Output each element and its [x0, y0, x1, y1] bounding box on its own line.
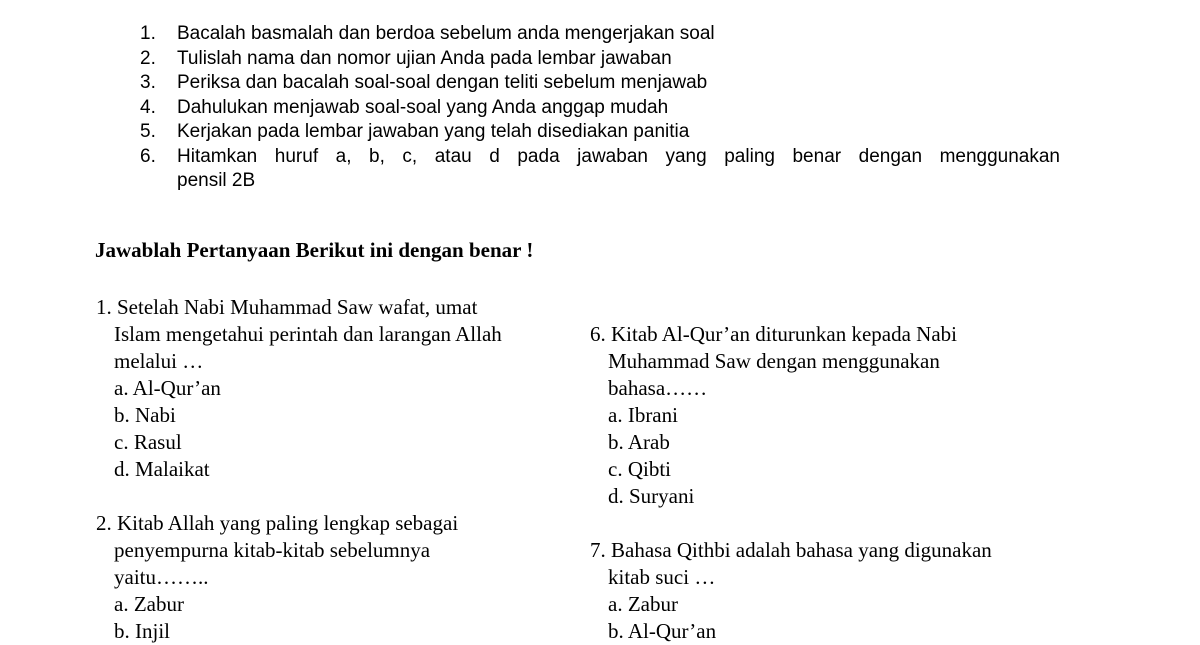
question-text: 1. Setelah Nabi Muhammad Saw wafat, umat: [96, 295, 478, 319]
right-column: [590, 321, 1090, 645]
question-1: [96, 294, 566, 483]
instruction-item: [140, 120, 1060, 145]
question-6: [590, 321, 1090, 510]
spacer: [590, 510, 1090, 537]
section-heading: Jawablah Pertanyaan Berikut ini dengan benar !: [95, 238, 534, 262]
answer-option: b. Al-Qur’an: [608, 619, 717, 643]
instruction-number: 4.: [140, 96, 156, 118]
instruction-item: [140, 22, 1060, 47]
question-text: 7. Bahasa Qithbi adalah bahasa yang digunakan: [590, 538, 992, 562]
answer-option: a. Zabur: [114, 592, 184, 616]
instruction-text-wrap: [177, 145, 1060, 194]
question-text: 2. Kitab Allah yang paling lengkap sebagai: [96, 511, 459, 535]
question-text: yaitu……..: [114, 565, 209, 589]
question-text: kitab suci …: [608, 565, 716, 589]
question-text: bahasa……: [608, 376, 708, 400]
answer-option: b. Injil: [114, 619, 170, 643]
answer-option: d. Suryani: [608, 484, 695, 508]
question-2: [96, 510, 566, 645]
answer-option: b. Arab: [608, 430, 670, 454]
answer-option: a. Al-Qur’an: [114, 376, 221, 400]
instruction-item: [140, 47, 1060, 72]
question-7: [590, 537, 1090, 645]
spacer: [96, 483, 566, 510]
answer-option: c. Qibti: [608, 457, 671, 481]
instruction-text-cont: pensil 2B: [177, 170, 256, 191]
answer-option: b. Nabi: [114, 403, 176, 427]
answer-option: a. Ibrani: [608, 403, 678, 427]
instruction-number: 6.: [140, 145, 156, 167]
instruction-item: [140, 96, 1060, 121]
question-text: 6. Kitab Al-Qur’an diturunkan kepada Nabi: [590, 322, 958, 346]
instruction-number: 1.: [140, 23, 156, 44]
answer-option: d. Malaikat: [114, 457, 210, 481]
instructions-list: [140, 22, 1060, 194]
instruction-number: 5.: [140, 121, 156, 142]
instruction-text: Hitamkan huruf a, b, c, atau d pada jawaban yang paling benar dengan menggunakan: [177, 145, 1060, 167]
instruction-text: Kerjakan pada lembar jawaban yang telah disediakan panitia: [177, 121, 690, 142]
instruction-text: Tulislah nama dan nomor ujian Anda pada lembar jawaban: [177, 47, 672, 69]
instruction-text: Dahulukan menjawab soal-soal yang Anda anggap mudah: [177, 96, 669, 118]
question-text: melalui …: [114, 349, 204, 373]
instruction-text: Bacalah basmalah dan berdoa sebelum anda mengerjakan soal: [177, 23, 715, 44]
question-text: Muhammad Saw dengan menggunakan: [608, 349, 940, 373]
question-text: Islam mengetahui perintah dan larangan Allah: [114, 322, 502, 346]
question-text: penyempurna kitab-kitab sebelumnya: [114, 538, 431, 562]
instruction-text: Periksa dan bacalah soal-soal dengan teliti sebelum menjawab: [177, 72, 708, 93]
instruction-item: [140, 145, 1060, 194]
left-column: [96, 294, 566, 645]
answer-option: c. Rasul: [114, 430, 182, 454]
instruction-number: 2.: [140, 47, 156, 69]
instruction-item: [140, 71, 1060, 96]
answer-option: a. Zabur: [608, 592, 678, 616]
instruction-number: 3.: [140, 72, 156, 93]
